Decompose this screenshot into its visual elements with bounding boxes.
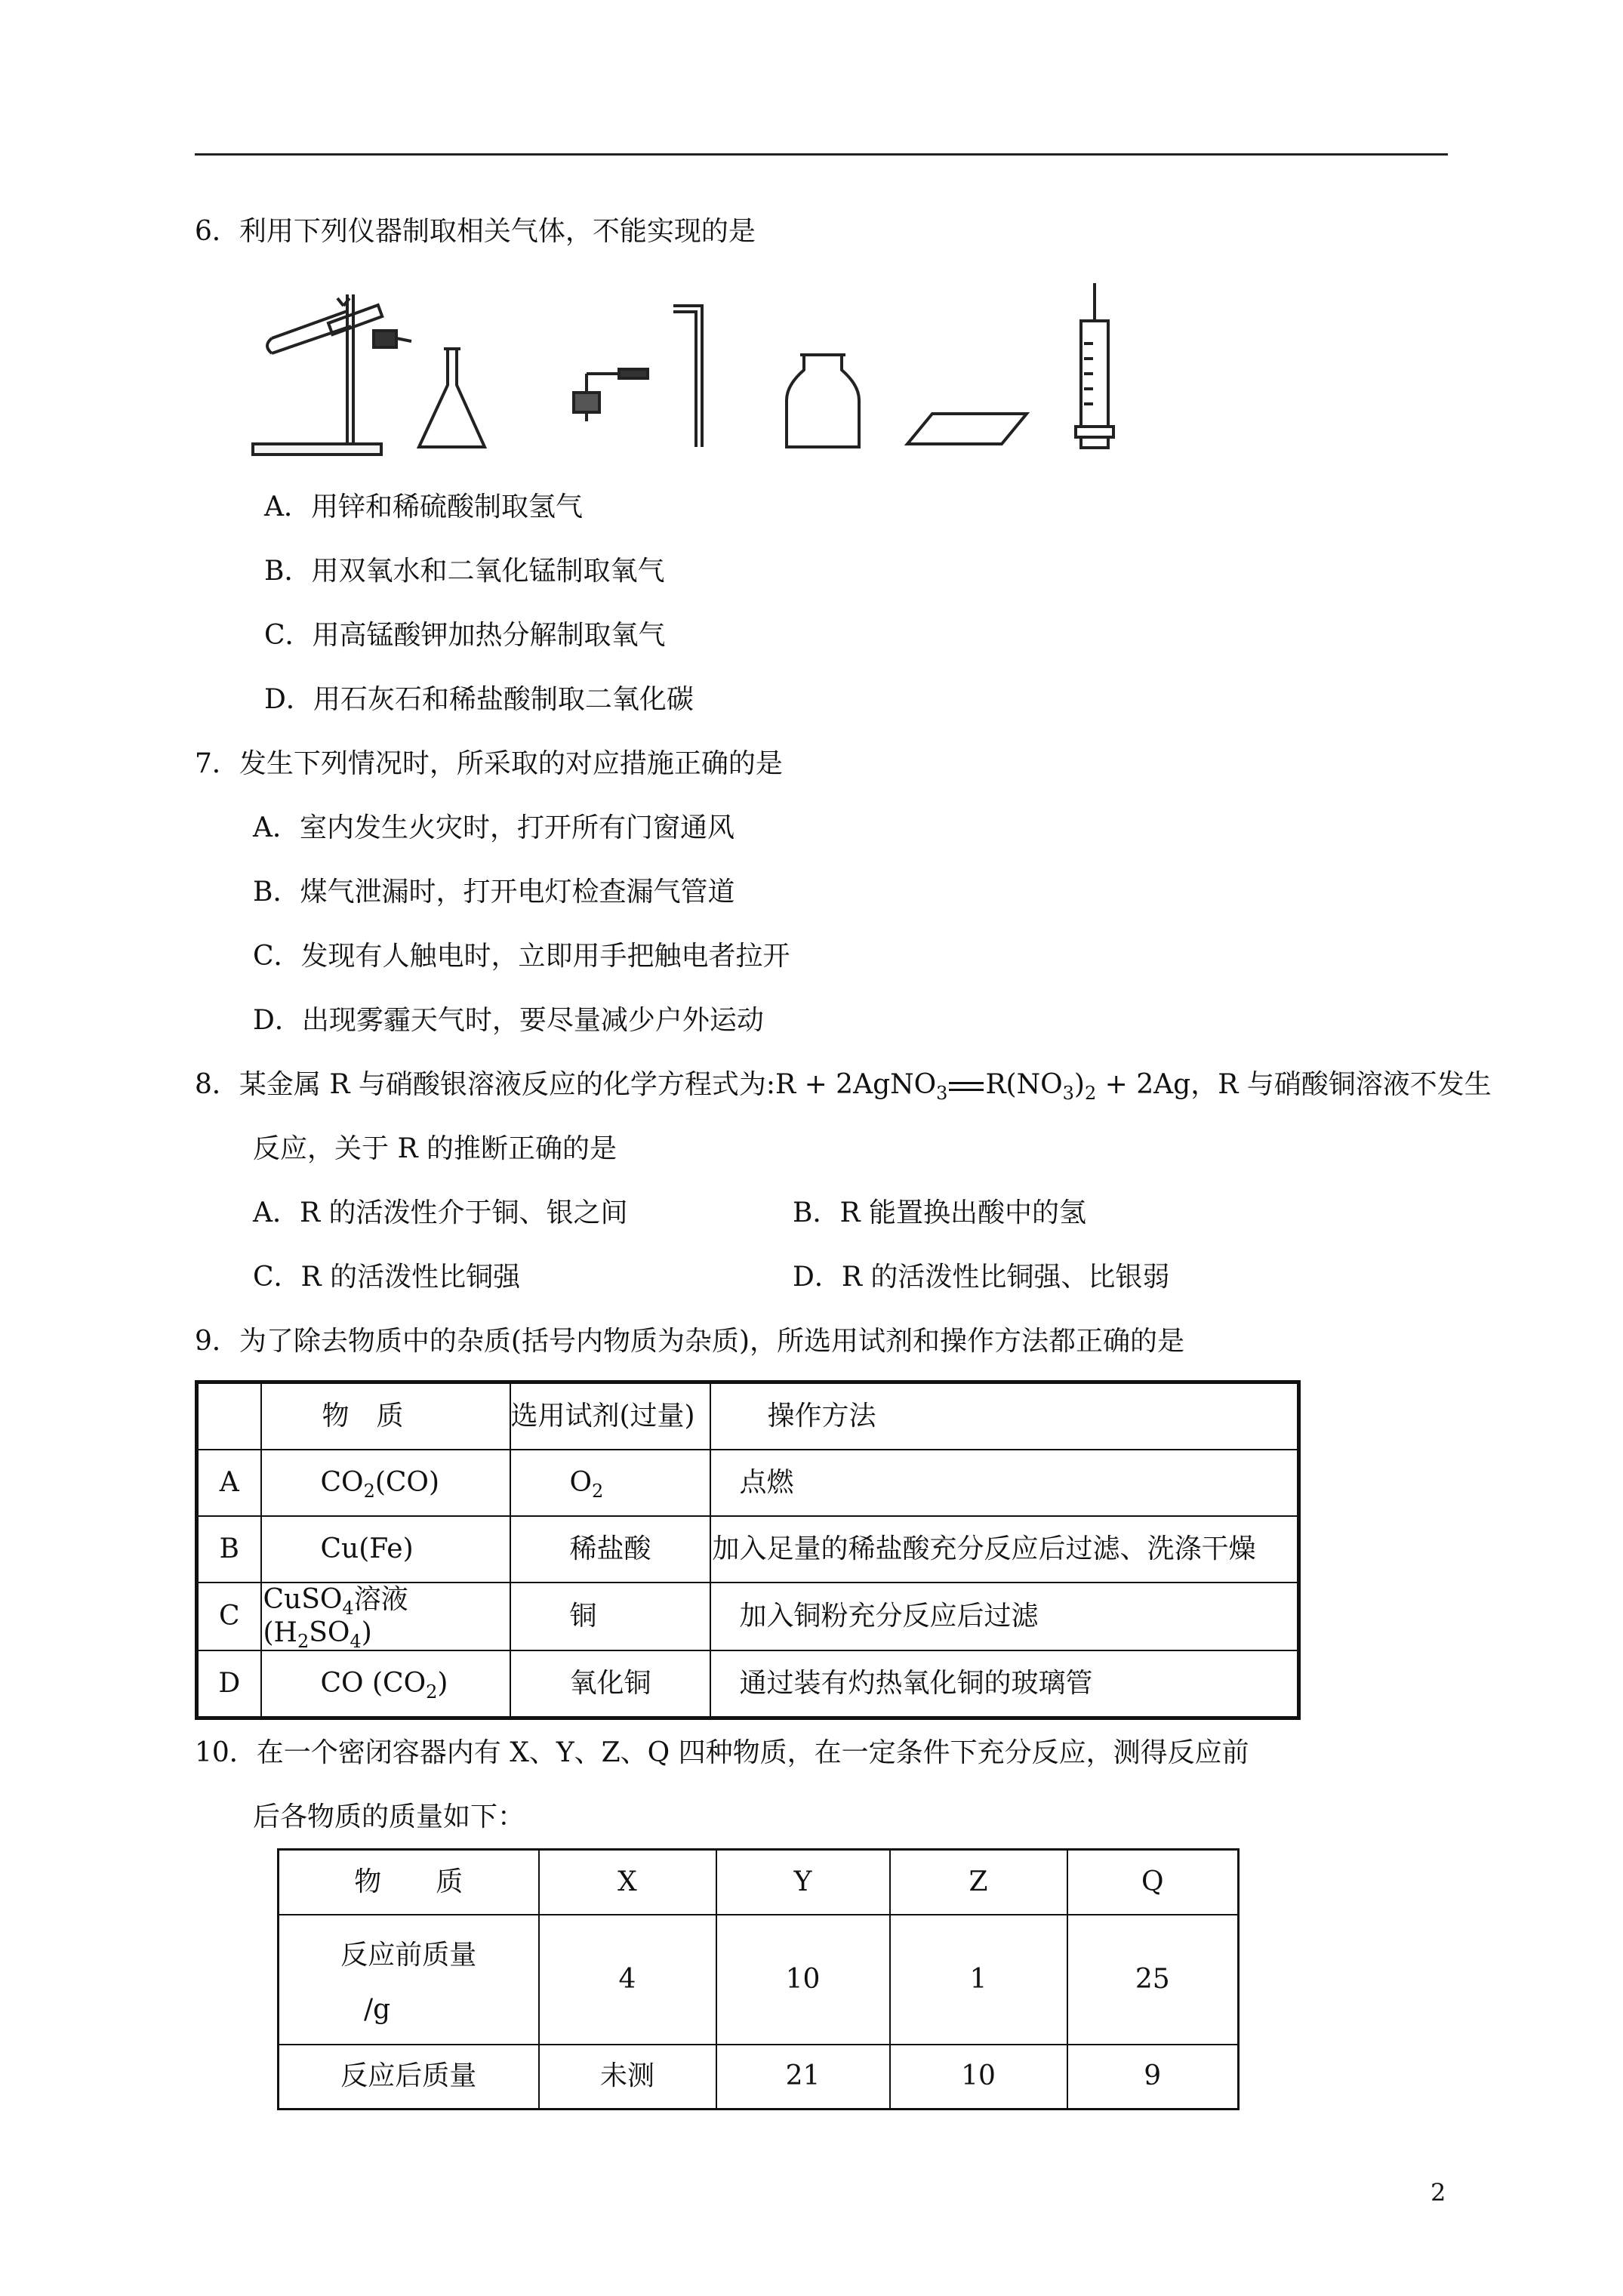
bent-glass-tube-icon [673, 306, 702, 447]
table-header-cell: X [539, 1850, 716, 1915]
glass-plate-icon [907, 414, 1027, 444]
substance-text: ) [437, 1668, 448, 1699]
substance-text: (CO) [374, 1467, 439, 1498]
table-row [197, 1516, 1299, 1583]
syringe-icon [1076, 283, 1113, 448]
table-header-row [279, 1850, 1239, 1915]
row-label: B [197, 1516, 261, 1583]
row-label-line1: 反应前质量 [340, 1939, 477, 1971]
substance-text: ) [361, 1617, 372, 1648]
row-label: C [197, 1583, 261, 1650]
q6-stem: 6．利用下列仪器制取相关气体，不能实现的是 [195, 216, 756, 247]
q8-option-d: D．R 的活泼性比铜强、比银弱 [793, 1262, 1170, 1293]
reagent-text: O [569, 1467, 593, 1498]
q8-stem-part2: R(NO [985, 1069, 1063, 1100]
table-header-cell: Z [890, 1850, 1067, 1915]
q6-option-c: C．用高锰酸钾加热分解制取氧气 [264, 620, 666, 651]
method-cell: 加入铜粉充分反应后过滤 [710, 1583, 1299, 1650]
substance-text: CuSO [263, 1584, 343, 1615]
row-label: 反应后质量 [279, 2045, 539, 2110]
table-cell: 4 [539, 1915, 716, 2045]
header-rule [195, 153, 1448, 156]
substance-cell [261, 1583, 510, 1650]
q8-stem-part4: + 2Ag，R 与硝酸铜溶液不发生 [1096, 1069, 1492, 1100]
substance-subscript: 2 [426, 1681, 438, 1703]
q10-stem-line2: 后各物质的质量如下： [253, 1801, 525, 1832]
substance-text: CO [320, 1467, 364, 1498]
q8-subscript: 3 [1062, 1083, 1074, 1104]
substance-text: SO [309, 1617, 350, 1648]
substance-cell: Cu(Fe) [261, 1516, 510, 1583]
table-row [197, 1450, 1299, 1516]
substance-text: 溶液(H [263, 1584, 408, 1648]
table-header-cell: 选用试剂(过量) [510, 1382, 710, 1450]
table-header-cell: Q [1067, 1850, 1239, 1915]
table-row [279, 2045, 1239, 2110]
substance-cell [261, 1650, 510, 1718]
substance-subscript: 4 [350, 1631, 362, 1652]
q8-stem [195, 1067, 1492, 1103]
table-header-row [197, 1382, 1299, 1450]
q9-table [195, 1380, 1301, 1720]
method-cell: 点燃 [710, 1450, 1299, 1516]
table-cell: 25 [1067, 1915, 1239, 2045]
lab-apparatus-figure [249, 279, 1155, 461]
q6-option-a: A．用锌和稀硫酸制取氢气 [264, 492, 583, 522]
q7-option-c: C．发现有人触电时，立即用手把触电者拉开 [253, 941, 790, 972]
method-cell: 通过装有灼热氧化铜的玻璃管 [710, 1650, 1299, 1718]
row-label: D [197, 1650, 261, 1718]
substance-subscript: 2 [363, 1481, 375, 1502]
reagent-cell: 氧化铜 [510, 1650, 710, 1718]
stopper-with-tube-icon [574, 369, 649, 421]
table-header-cell: 物 质 [261, 1382, 510, 1450]
row-label-line2: /g [364, 1993, 391, 2025]
q8-subscript: 2 [1084, 1083, 1097, 1104]
table-cell: 21 [716, 2045, 890, 2110]
q8-option-b: B．R 能置换出酸中的氢 [793, 1197, 1087, 1228]
reagent-cell [510, 1450, 710, 1516]
reagent-cell: 铜 [510, 1583, 710, 1650]
table-header-cell: 操作方法 [710, 1382, 1299, 1450]
q7-option-d: D．出现雾霾天气时，要尽量减少户外运动 [253, 1005, 764, 1036]
table-header-cell: 物 质 [279, 1850, 539, 1915]
table-cell: 10 [716, 1915, 890, 2045]
q7-stem: 7．发生下列情况时，所采取的对应措施正确的是 [195, 748, 783, 779]
table-cell: 9 [1067, 2045, 1239, 2110]
substance-subscript: 4 [342, 1598, 354, 1619]
q8-stem-line2: 反应，关于 R 的推断正确的是 [253, 1133, 617, 1164]
table-header-cell: Y [716, 1850, 890, 1915]
q8-option-a: A．R 的活泼性介于铜、银之间 [253, 1197, 628, 1228]
q6-option-d: D．用石灰石和稀盐酸制取二氧化碳 [264, 684, 694, 715]
q8-stem-part1: 8．某金属 R 与硝酸银溶液反应的化学方程式为:R + 2AgNO [195, 1069, 937, 1100]
table-cell [197, 1382, 261, 1450]
table-row [279, 1915, 1239, 2045]
reagent-cell: 稀盐酸 [510, 1516, 710, 1583]
q9-stem: 9．为了除去物质中的杂质(括号内物质为杂质)，所选用试剂和操作方法都正确的是 [195, 1326, 1184, 1357]
page-number: 2 [1431, 2178, 1446, 2207]
row-label [279, 1915, 539, 2045]
table-row [197, 1650, 1299, 1718]
substance-cell [261, 1450, 510, 1516]
q7-option-a: A．室内发生火灾时，打开所有门窗通风 [253, 812, 735, 843]
q6-option-b: B．用双氧水和二氧化锰制取氧气 [264, 556, 665, 587]
conical-flask-icon [419, 349, 485, 447]
table-cell: 未测 [539, 2045, 716, 2110]
q10-table [277, 1848, 1240, 2110]
q8-option-c: C．R 的活泼性比铜强 [253, 1262, 521, 1293]
q8-stem-part3: ) [1073, 1069, 1085, 1100]
table-cell: 1 [890, 1915, 1067, 2045]
q8-subscript: 3 [936, 1083, 948, 1104]
substance-subscript: 2 [297, 1631, 310, 1652]
iron-stand-with-test-tube-icon [253, 294, 411, 455]
table-row [197, 1583, 1299, 1650]
table-cell: 10 [890, 2045, 1067, 2110]
q7-option-b: B．煤气泄漏时，打开电灯检查漏气管道 [253, 877, 735, 908]
method-cell: 加入足量的稀盐酸充分反应后过滤、洗涤干燥 [710, 1516, 1299, 1583]
row-label: A [197, 1450, 261, 1516]
equals-sign-icon [949, 1082, 984, 1091]
q10-stem: 10．在一个密闭容器内有 X、Y、Z、Q 四种物质，在一定条件下充分反应，测得反应前 [195, 1737, 1249, 1768]
substance-text: CO (CO [320, 1668, 427, 1699]
reagent-subscript: 2 [592, 1481, 604, 1502]
gas-jar-icon [787, 355, 859, 447]
